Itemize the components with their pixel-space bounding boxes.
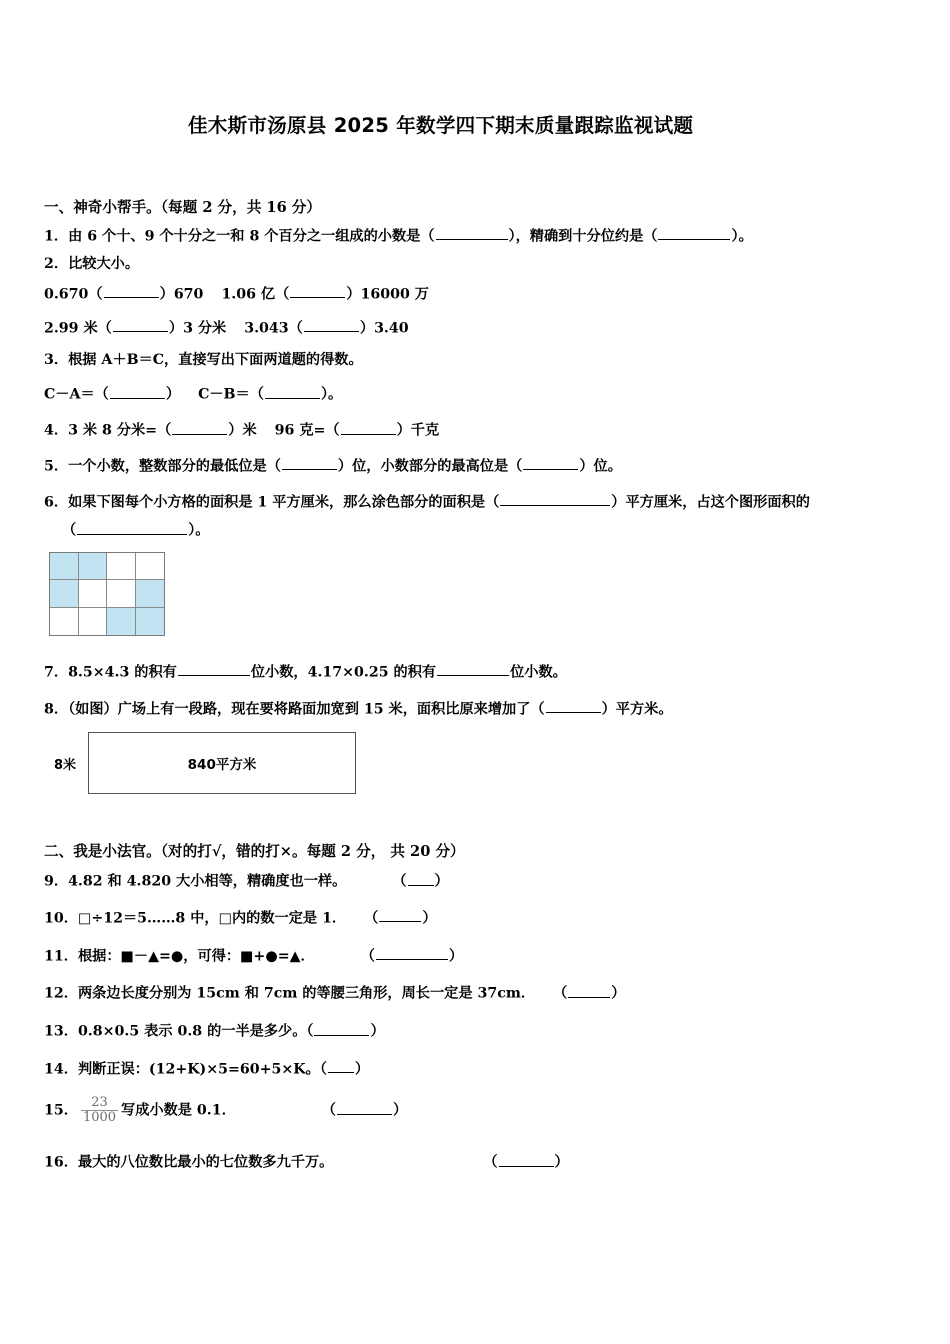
question-7: [44, 663, 920, 680]
q3-expr-d: ）。: [320, 386, 343, 403]
question-9: [44, 872, 920, 889]
q3-expr-b: ）: [165, 386, 181, 403]
q15-answer-blank[interactable]: [337, 1101, 392, 1114]
fraction-denominator: 1000: [82, 1110, 117, 1126]
q1-text-a: 由 6 个十、9 个十分之一和 8 个百分之一组成的小数是（: [68, 228, 435, 245]
q1-text-b: ），精确到十分位约是（: [508, 228, 658, 245]
q8-text-b: ）平方米。: [601, 701, 673, 718]
q9-text: 4.82 和 4.820 大小相等，精确度也一样。: [68, 873, 347, 890]
q16-text: 最大的八位数比最小的七位数多九千万。: [77, 1154, 334, 1171]
rect-box: [88, 732, 356, 794]
grid-cell: [107, 553, 136, 580]
q3-number: 3．: [44, 352, 69, 369]
q14-number: 14．: [44, 1061, 78, 1078]
question-13: [44, 1022, 920, 1039]
section-one-heading: 一、神奇小帮手。（每题 2 分，共 16 分）: [44, 199, 321, 216]
page-title: 佳木斯市汤原县 2025 年数学四下期末质量跟踪监视试题: [188, 114, 694, 137]
q4-number: 4．: [44, 422, 69, 439]
q2-blank-3[interactable]: [113, 319, 168, 332]
q2-l1-b: ）670: [159, 286, 204, 303]
q7-blank-2[interactable]: [437, 663, 509, 676]
q10-answer-open: （: [364, 910, 379, 927]
q10-answer-close: ）: [422, 910, 437, 927]
q3-expr-c: C－B＝（: [198, 386, 264, 403]
q8-text-a: （如图）广场上有一段路，现在要将路面加宽到 15 米，面积比原来增加了（: [68, 701, 545, 718]
grid-cell: [136, 553, 165, 580]
q2-l1-d: ）16000 万: [346, 286, 429, 303]
grid-cell: [79, 580, 108, 607]
q14-answer-blank[interactable]: [328, 1060, 354, 1073]
q16-number: 16．: [44, 1154, 78, 1171]
q11-number: 11．: [44, 948, 78, 965]
question-16: [44, 1153, 920, 1170]
q15-text: 写成小数是 0.1．: [121, 1102, 236, 1119]
question-5: [44, 457, 920, 474]
q5-number: 5．: [44, 458, 69, 475]
q6-text-b: ）平方厘米，占这个图形面积的: [611, 494, 810, 511]
grid-cell: [79, 553, 108, 580]
grid-cell: [50, 553, 79, 580]
q2-l1-c: 1.06 亿（: [221, 286, 290, 303]
question-4: [44, 421, 920, 438]
q3-blank-1[interactable]: [110, 385, 165, 398]
q5-blank-1[interactable]: [282, 457, 337, 470]
question-2: [44, 257, 920, 271]
question-14: [44, 1060, 920, 1077]
q10-answer-blank[interactable]: [379, 909, 421, 922]
q11-answer-close: ）: [448, 948, 464, 965]
q12-text: 两条边长度分别为 15cm 和 7cm 的等腰三角形，周长一定是 37cm．: [77, 985, 536, 1002]
q12-answer-blank[interactable]: [568, 984, 610, 997]
q1-text-c: ）。: [731, 228, 753, 245]
q13-text: 0.8×0.5 表示 0.8 的一半是多少。: [77, 1023, 307, 1040]
q11-answer-open: （: [360, 948, 375, 965]
question-8: [44, 700, 920, 717]
q14-text: 判断正误：(12+K)×5=60+5×K。: [77, 1061, 320, 1078]
q9-answer-close: ）: [434, 873, 449, 890]
q2-l2-d: ）3.40: [359, 320, 409, 337]
q3-text: 根据 A＋B＝C，直接写出下面两道题的得数。: [68, 352, 363, 369]
q6-blank-2[interactable]: [77, 521, 187, 534]
q12-answer-open: （: [553, 985, 568, 1002]
q8-number: 8．: [44, 701, 69, 718]
grid-cell: [79, 608, 108, 635]
q13-answer-close: ）: [370, 1023, 385, 1040]
q2-number: 2．: [44, 255, 69, 272]
grid-cell: [136, 608, 165, 635]
question-11: [44, 947, 920, 964]
q5-text-c: ）位。: [579, 458, 622, 475]
q2-text: 比较大小。: [68, 255, 140, 272]
fraction-numerator: 23: [81, 1096, 118, 1111]
q1-blank-2[interactable]: [658, 227, 730, 240]
q8-blank-1[interactable]: [546, 700, 601, 713]
q2-blank-2[interactable]: [290, 285, 345, 298]
q11-text: 根据：■－▲=●，可得：■+●=▲．: [77, 948, 315, 965]
q13-number: 13．: [44, 1023, 78, 1040]
fraction-23-over-1000: [81, 1096, 118, 1125]
question-10: [44, 909, 920, 926]
q15-answer-open: （: [321, 1102, 336, 1119]
question-6-continued: [44, 521, 920, 538]
q14-answer-open: （: [319, 1061, 327, 1078]
q12-answer-close: ）: [611, 985, 626, 1002]
exam-body: [44, 196, 920, 1170]
q2-l2-a: 2.99 米（: [44, 320, 112, 337]
grid-cell: [50, 608, 79, 635]
q4-text-c: 96 克=（: [274, 422, 340, 439]
q2-blank-4[interactable]: [304, 319, 359, 332]
grid-cell: [50, 580, 79, 607]
shaded-grid-figure: [49, 552, 165, 636]
q14-answer-close: ）: [354, 1061, 370, 1078]
q7-text-b: 位小数，4.17×0.25 的积有: [250, 664, 437, 681]
question-15: [44, 1096, 920, 1125]
q2-blank-1[interactable]: [104, 285, 159, 298]
q9-number: 9．: [44, 873, 69, 890]
q1-number: 1．: [44, 228, 69, 245]
q5-text-a: 一个小数，整数部分的最低位是（: [68, 458, 281, 475]
q7-blank-1[interactable]: [178, 663, 250, 676]
q3-blank-2[interactable]: [265, 385, 320, 398]
rect-area-label: 840平方米: [187, 757, 257, 774]
q6-number: 6．: [44, 494, 69, 511]
grid-cell: [107, 608, 136, 635]
q15-number: 15．: [44, 1102, 78, 1119]
q9-answer-open: （: [392, 873, 407, 890]
q10-text: □÷12＝5……8 中，□内的数一定是 1．: [77, 910, 347, 927]
q4-text-b: ）米: [228, 422, 257, 439]
road-rectangle-figure: [44, 732, 920, 794]
q4-blank-1[interactable]: [172, 421, 227, 434]
q7-number: 7．: [44, 664, 69, 681]
q6-text-c: （: [62, 522, 77, 539]
question-2-line-1: [44, 285, 920, 302]
q9-answer-blank[interactable]: [408, 872, 434, 885]
question-2-line-2: [44, 319, 920, 336]
q13-answer-open: （: [306, 1023, 314, 1040]
q6-text-a: 如果下图每个小方格的面积是 1 平方厘米，那么涂色部分的面积是（: [68, 494, 500, 511]
question-12: [44, 984, 920, 1001]
q4-blank-2[interactable]: [341, 421, 396, 434]
q6-text-d: ）。: [188, 522, 210, 539]
rect-side-label: 8米: [54, 757, 77, 773]
question-3-expressions: [44, 385, 920, 402]
q2-l2-c: 3.043（: [244, 320, 303, 337]
q7-text-c: 位小数。: [510, 664, 567, 681]
q16-answer-open: （: [483, 1154, 498, 1171]
q5-blank-2[interactable]: [523, 457, 578, 470]
q3-expr-a: C－A＝（: [44, 386, 109, 403]
section-two-heading: 二、我是小法官。（对的打√，错的打×。每题 2 分， 共 20 分）: [44, 843, 465, 861]
q16-answer-close: ）: [554, 1154, 569, 1171]
q5-text-b: ）位，小数部分的最高位是（: [337, 458, 523, 475]
q11-answer-blank[interactable]: [376, 947, 448, 960]
q10-number: 10．: [44, 910, 78, 927]
q2-l2-b: ）3 分米: [168, 320, 227, 337]
question-3: [44, 353, 920, 367]
grid-cell: [136, 580, 165, 607]
question-6: [44, 493, 920, 510]
q1-blank-1[interactable]: [436, 227, 508, 240]
q6-blank-1[interactable]: [500, 493, 610, 506]
q2-l1-a: 0.670（: [44, 286, 103, 303]
q4-text-d: ）千克: [396, 422, 440, 439]
question-1: [44, 227, 920, 244]
q12-number: 12．: [44, 985, 78, 1002]
q13-answer-blank[interactable]: [314, 1022, 369, 1035]
q15-answer-close: ）: [392, 1102, 408, 1119]
q4-text-a: 3 米 8 分米=（: [68, 422, 172, 439]
q16-answer-blank[interactable]: [499, 1153, 554, 1166]
grid-cell: [107, 580, 136, 607]
q7-text-a: 8.5×4.3 的积有: [68, 664, 177, 681]
